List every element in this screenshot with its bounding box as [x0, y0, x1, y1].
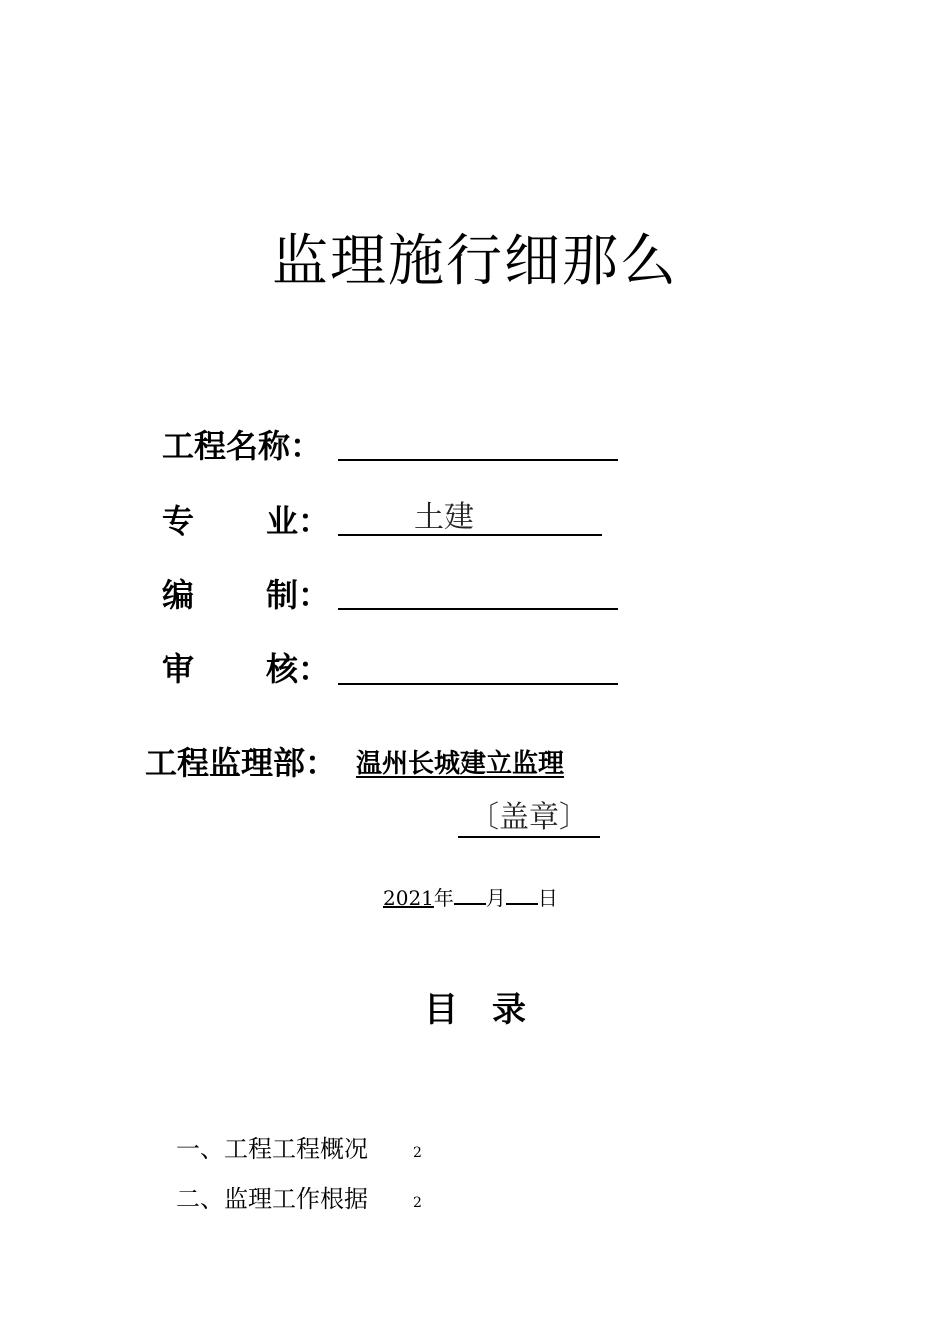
specialty-value: 土建 — [414, 500, 474, 535]
toc-item-label: 一、工程工程概况 — [176, 1135, 368, 1163]
reviewer-line — [338, 683, 618, 685]
document-title: 监理施行细那么 — [272, 229, 678, 294]
toc-item-label: 二、监理工作根据 — [176, 1185, 368, 1213]
project-name-line — [338, 459, 618, 461]
field-label-reviewer-a: 审 — [162, 650, 195, 688]
field-label-reviewer-b: 核： — [266, 650, 331, 688]
date-month-blank — [454, 885, 486, 905]
toc-item-page: 2 — [413, 1195, 422, 1211]
date-day-blank — [506, 885, 538, 905]
field-label-compiler-b: 制： — [266, 576, 331, 614]
date-month-suffix: 月 — [485, 886, 506, 910]
field-label-specialty-b: 业： — [266, 502, 331, 540]
toc-title: 目 录 — [424, 990, 526, 1030]
field-label-project-name: 工程名称： — [162, 427, 323, 465]
date-day-suffix: 日 — [537, 886, 558, 910]
date-line — [383, 884, 558, 912]
field-label-compiler-a: 编 — [162, 576, 195, 614]
field-label-specialty-a: 专 — [162, 502, 195, 540]
toc-item-page: 2 — [413, 1145, 422, 1161]
specialty-line — [338, 534, 602, 536]
date-year-suffix: 年 — [433, 886, 454, 910]
department-label: 工程监理部： — [145, 744, 338, 782]
compiler-line — [338, 608, 618, 610]
seal-placeholder: 〔盖章〕 — [458, 800, 600, 838]
department-value: 温州长城建立监理 — [356, 749, 565, 779]
date-year: 2021 — [383, 886, 434, 910]
